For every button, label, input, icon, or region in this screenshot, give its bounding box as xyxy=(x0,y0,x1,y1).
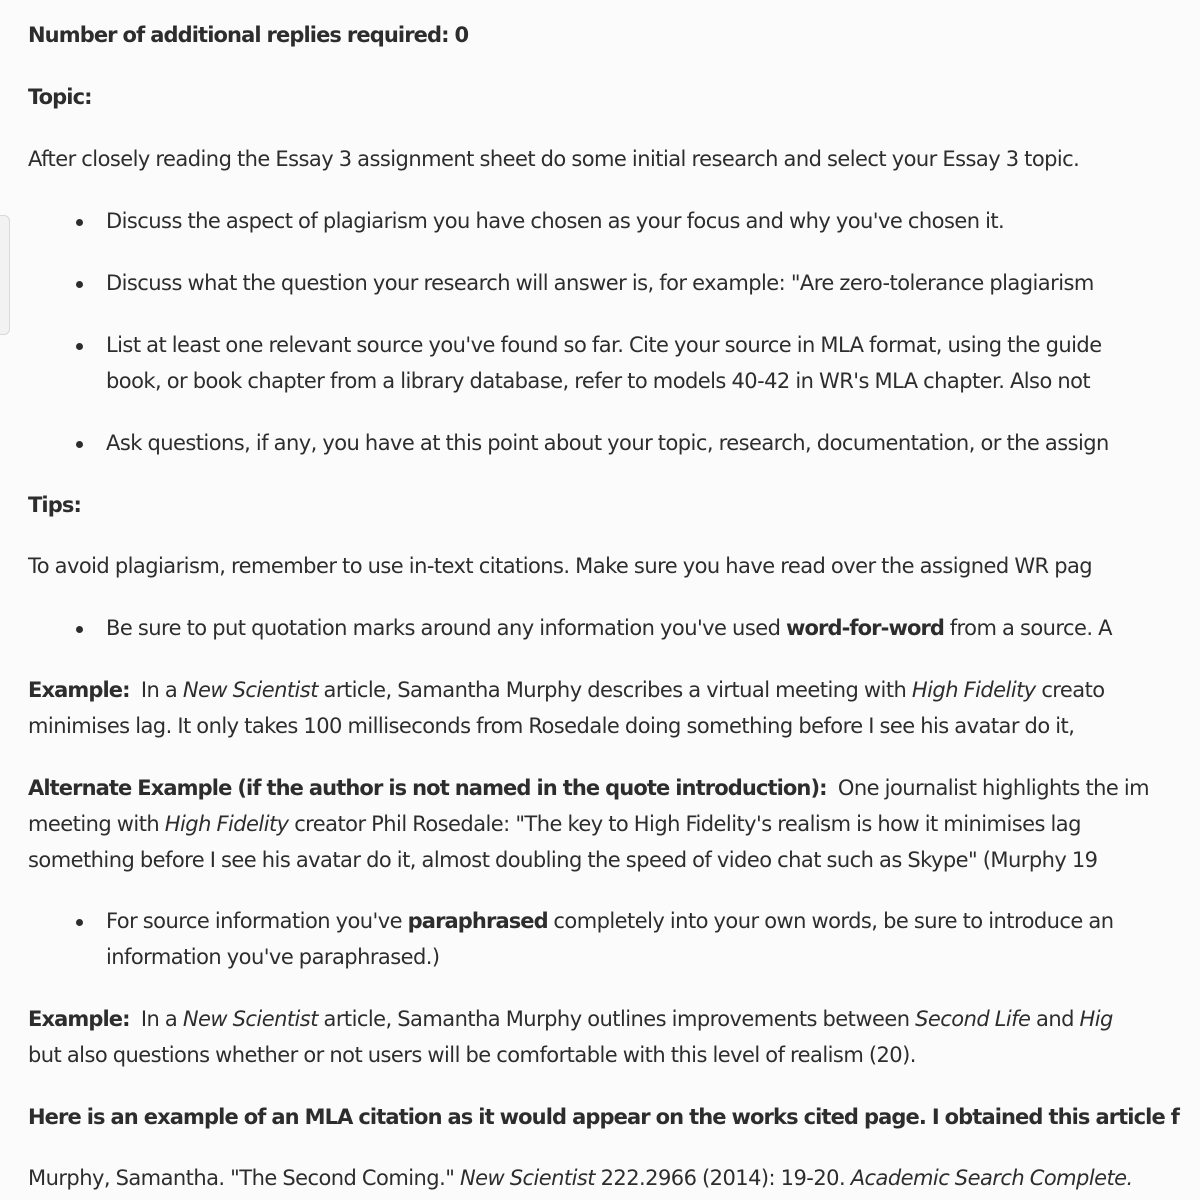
bullet-text: List at least one relevant source you've found so far. Cite your source in MLA format, using the guide xyxy=(106,333,1102,357)
publication-title: New Scientist xyxy=(182,1007,318,1031)
database-title: Academic Search Complete. xyxy=(850,1166,1133,1190)
example-2 xyxy=(28,1004,1113,1034)
example-label: Example: xyxy=(28,678,130,702)
product-title: High Fidelity xyxy=(911,678,1036,702)
emphasis-paraphrased: paraphrased xyxy=(407,909,548,933)
topic-bullet xyxy=(106,268,1094,298)
example-text: creator Phil Rosedale: "The key to High Fidelity's realism is how it minimises lag xyxy=(288,812,1081,836)
bullet-icon xyxy=(76,281,83,288)
alternate-example-line-2 xyxy=(28,809,1081,839)
topic-bullet xyxy=(106,206,1004,236)
example-text: article, Samantha Murphy outlines improvements between xyxy=(317,1007,916,1031)
bullet-text: Ask questions, if any, you have at this point about your topic, research, documentation, or the assign xyxy=(106,431,1109,455)
example-text: One journalist highlights the im xyxy=(826,776,1150,800)
topic-intro: After closely reading the Essay 3 assignment sheet do some initial research and select your Essay 3 topic. xyxy=(28,147,1080,171)
bullet-text-end: from a source. A xyxy=(944,616,1112,640)
bullet-text-end: completely into your own words, be sure to introduce an xyxy=(547,909,1114,933)
bullet-icon xyxy=(76,441,83,448)
topic-bullet xyxy=(106,330,1102,360)
bullet-text-continued: book, or book chapter from a library database, refer to models 40-42 in WR's MLA chapter. Also not xyxy=(106,369,1091,393)
mla-heading: Here is an example of an MLA citation as it would appear on the works cited page. I obtained this article f xyxy=(28,1105,1179,1129)
topic-heading: Topic: xyxy=(28,85,92,109)
citation-text: 222.2966 (2014): 19-20. xyxy=(594,1166,851,1190)
tips-intro: To avoid plagiarism, remember to use in-text citations. Make sure you have read over the assigned WR pag xyxy=(28,554,1093,578)
side-panel-tab[interactable] xyxy=(0,215,10,335)
example-text: creato xyxy=(1035,678,1105,702)
topic-bullet xyxy=(106,428,1109,458)
example-text: meeting with xyxy=(28,812,165,836)
bullet-text: Discuss what the question your research will answer is, for example: "Are zero-tolerance plagiarism xyxy=(106,271,1094,295)
bullet-icon xyxy=(76,919,83,926)
example-text: In a xyxy=(129,1007,183,1031)
example-1-line-2: minimises lag. It only takes 100 milliseconds from Rosedale doing something before I see his avatar do it, xyxy=(28,714,1075,738)
citation-text: Murphy, Samantha. "The Second Coming." xyxy=(28,1166,460,1190)
bullet-icon xyxy=(76,219,83,226)
example-label: Example: xyxy=(28,1007,130,1031)
alternate-example-line-3: something before I see his avatar do it, almost doubling the speed of video chat such as Skype" (Murphy 19 xyxy=(28,848,1098,872)
bullet-text: For source information you've xyxy=(106,909,408,933)
emphasis-word-for-word: word-for-word xyxy=(785,616,945,640)
product-title: Second Life xyxy=(915,1007,1031,1031)
alternate-example-label: Alternate Example (if the author is not named in the quote introduction): xyxy=(28,776,827,800)
bullet-text: Discuss the aspect of plagiarism you have chosen as your focus and why you've chosen it. xyxy=(106,209,1005,233)
replies-required: Number of additional replies required: 0 xyxy=(28,23,469,47)
quote-bullet xyxy=(106,613,1112,643)
bullet-icon xyxy=(76,343,83,350)
publication-title: New Scientist xyxy=(459,1166,595,1190)
bullet-text-continued: information you've paraphrased.) xyxy=(106,945,440,969)
bullet-text: Be sure to put quotation marks around any information you've used xyxy=(106,616,786,640)
bullet-icon xyxy=(76,626,83,633)
tips-heading: Tips: xyxy=(28,493,81,517)
example-text: article, Samantha Murphy describes a virtual meeting with xyxy=(317,678,912,702)
alternate-example xyxy=(28,773,1149,803)
publication-title: New Scientist xyxy=(182,678,318,702)
mla-citation xyxy=(28,1163,1133,1193)
example-text: and xyxy=(1030,1007,1080,1031)
product-title: High Fidelity xyxy=(164,812,289,836)
product-title: Hig xyxy=(1079,1007,1113,1031)
example-2-line-2: but also questions whether or not users will be comfortable with this level of realism (20). xyxy=(28,1043,916,1067)
example-1 xyxy=(28,675,1105,705)
paraphrase-bullet xyxy=(106,906,1113,936)
example-text: In a xyxy=(129,678,183,702)
